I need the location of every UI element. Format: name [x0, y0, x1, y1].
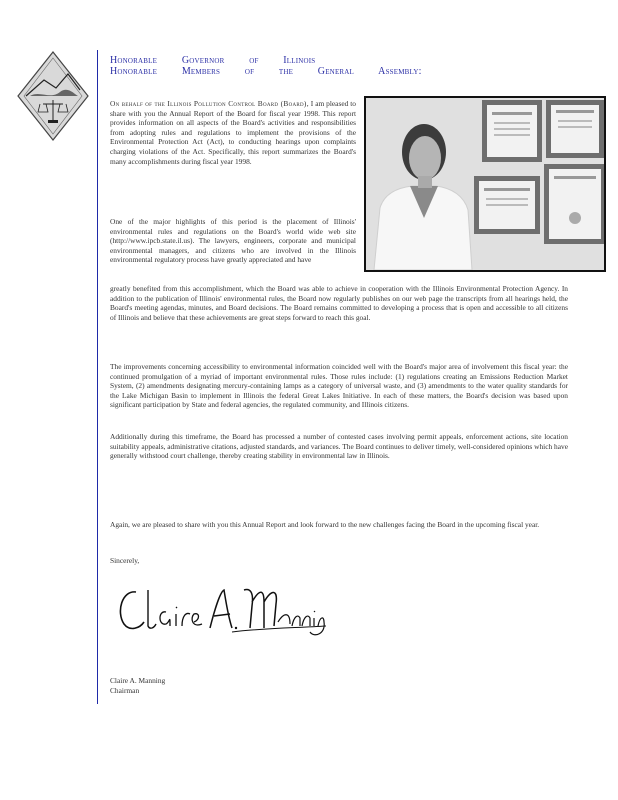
- signature-block: [110, 676, 165, 695]
- sincerely-text: Sincerely,: [110, 556, 140, 565]
- paragraph-contested-cases: Additionally during this timeframe, the Board has processed a number of contested cases involving permit appeals, enforcement actions, site location suitability appeals, administrative citations, adjusted standards, and variances. The Board continues to deliver timely, well-considered opinions which have generally withstood court challenge, thereby creating stability in environmental law in Illinois.: [110, 432, 568, 461]
- paragraph-highlights: One of the major highlights of this period is the placement of Illinois' environmental rules and regulations on the Board's world wide web site (http://www.ipcb.state.il.us). The lawyers, engineers, corporate and municipal environmental managers, and citizens who are involved in the Illinois environmental regulatory process have greatly appreciated and have: [110, 217, 356, 265]
- paragraph-improvements: The improvements concerning accessibility to environmental information coincided well with the Board's major area of involvement this fiscal year: the continued promulgation of a myriad of important environmental rules. Those rules include: (1) regulations creating an Emissions Reduction Market System, (2) amendments designating mercury-containing lamps as a category of universal waste, and (3) amendments to the water quality standards for the Lake Michigan Basin to implement in Illinois the federal Great Lakes Initiative. In each of these matters, the Board's decision was based upon significant participation by State and federal agencies, the regulated community, and Illinois citizens.: [110, 362, 568, 410]
- salutation-line-governor: Honorable Governor of Illinois: [110, 55, 316, 66]
- salutation: [110, 55, 590, 77]
- paragraph-highlights-continued: greatly benefited from this accomplishment, which the Board was able to achieve in cooperation with the Illinois Environmental Protection Agency. In addition to the publication of Illinois' environmental rules, the Board now regularly publishes on our web page the transcripts from all hearings held, the Board's meeting agendas, minutes, and Board decisions. The Board remains committed to developing a process that is open and accessible to all citizens of Illinois and believe that these achievements are great steps forward to reach this goal.: [110, 284, 568, 322]
- signer-name: Claire A. Manning: [110, 676, 166, 685]
- paragraph-intro: [110, 99, 356, 166]
- paragraph-closing: Again, we are pleased to share with you this Annual Report and look forward to the new challenges facing the Board in the upcoming fiscal year.: [110, 520, 540, 529]
- vertical-rule: [97, 50, 98, 704]
- signer-title: Chairman: [110, 685, 140, 695]
- portrait-photo-icon: [366, 98, 604, 270]
- signature-image: [114, 582, 328, 640]
- intro-lead: On behalf of the Illinois Pollution Control Board (Board),: [110, 99, 309, 108]
- salutation-line-assembly: Honorable Members of the General Assembly:: [110, 66, 422, 77]
- chairman-photo: [364, 96, 606, 272]
- intro-text: I am pleased to share with you the Annual Report of the Board for fiscal year 1998. This report provides information on all aspects of the Board's activities and responsibilities from adopting rules and regulations to implement the provisions of the Environmental Protection Act (Act), to conducting hearings upon complaints charging violations of the Act. Specifically, this report summarizes the Board's many accomplishments during fiscal year 1998.: [110, 99, 357, 166]
- board-logo-icon: [16, 50, 90, 142]
